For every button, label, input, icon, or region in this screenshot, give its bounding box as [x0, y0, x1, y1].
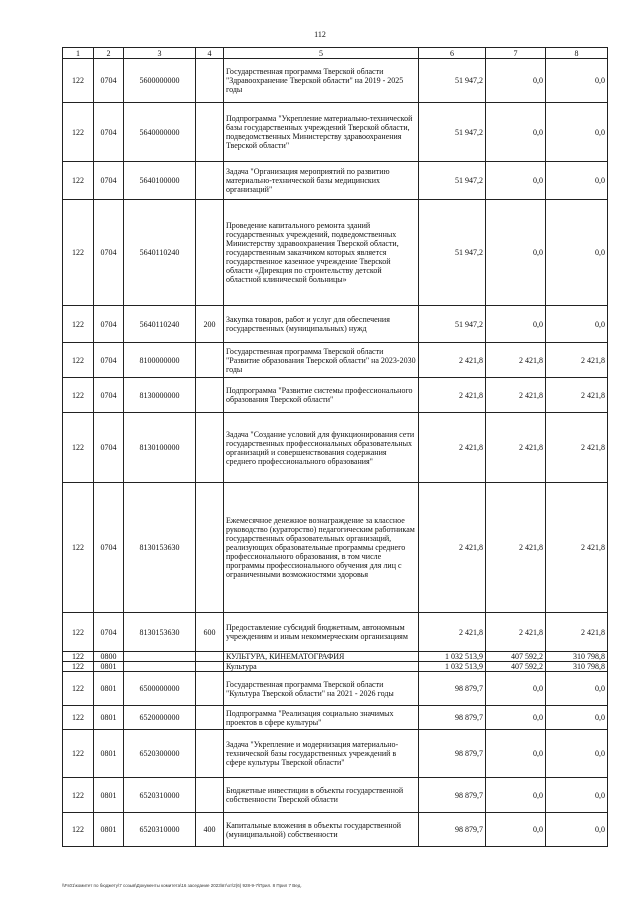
amount-year2-cell: 2 421,8	[486, 343, 546, 378]
description-cell: Государственная программа Тверской области "Здравоохранение Тверской области" на 2019 - 2025 годы	[224, 59, 419, 103]
admin-code-cell: 122	[63, 103, 94, 162]
admin-code-cell: 122	[63, 652, 94, 662]
description-cell: Задача "Создание условий для функционирования сети государственных профессиональных образовательных организаций и совершенствования содержания среднего профессионального образования"	[224, 413, 419, 483]
column-header: 8	[546, 48, 608, 59]
amount-year1-cell: 2 421,8	[419, 483, 486, 613]
budget-table	[62, 47, 608, 847]
admin-code-cell: 122	[63, 162, 94, 200]
table-row	[63, 343, 608, 378]
admin-code-cell: 122	[63, 200, 94, 306]
amount-year1-cell: 98 879,7	[419, 730, 486, 778]
column-header: 7	[486, 48, 546, 59]
section-code-cell: 0704	[94, 306, 124, 343]
section-code-cell: 0704	[94, 103, 124, 162]
expense-type-cell	[196, 652, 224, 662]
description-cell: Предоставление субсидий бюджетным, автономным учреждениям и иным некоммерческим организациям	[224, 613, 419, 652]
admin-code-cell: 122	[63, 662, 94, 672]
amount-year2-cell: 0,0	[486, 200, 546, 306]
section-code-cell: 0704	[94, 483, 124, 613]
section-code-cell: 0800	[94, 652, 124, 662]
expense-type-cell	[196, 378, 224, 413]
section-code-cell: 0704	[94, 343, 124, 378]
amount-year1-cell: 2 421,8	[419, 413, 486, 483]
amount-year1-cell: 98 879,7	[419, 778, 486, 813]
expense-type-cell: 600	[196, 613, 224, 652]
amount-year3-cell: 0,0	[546, 200, 608, 306]
amount-year2-cell: 0,0	[486, 730, 546, 778]
description-cell: Закупка товаров, работ и услуг для обеспечения государственных (муниципальных) нужд	[224, 306, 419, 343]
amount-year3-cell: 310 798,8	[546, 652, 608, 662]
amount-year3-cell: 0,0	[546, 706, 608, 730]
amount-year1-cell: 1 032 513,9	[419, 662, 486, 672]
expense-type-cell	[196, 662, 224, 672]
admin-code-cell: 122	[63, 343, 94, 378]
target-article-cell: 8130100000	[124, 413, 196, 483]
section-code-cell: 0801	[94, 730, 124, 778]
amount-year3-cell: 2 421,8	[546, 613, 608, 652]
target-article-cell: 5640110240	[124, 200, 196, 306]
target-article-cell: 8130153630	[124, 613, 196, 652]
section-code-cell: 0704	[94, 378, 124, 413]
expense-type-cell	[196, 200, 224, 306]
amount-year1-cell: 51 947,2	[419, 59, 486, 103]
expense-type-cell: 200	[196, 306, 224, 343]
table-row	[63, 162, 608, 200]
target-article-cell: 6520300000	[124, 730, 196, 778]
table-row	[63, 613, 608, 652]
admin-code-cell: 122	[63, 483, 94, 613]
section-code-cell: 0801	[94, 706, 124, 730]
amount-year2-cell: 407 592,2	[486, 662, 546, 672]
amount-year1-cell: 51 947,2	[419, 200, 486, 306]
table-row	[63, 378, 608, 413]
table-body	[63, 59, 608, 847]
target-article-cell: 8100000000	[124, 343, 196, 378]
amount-year2-cell: 2 421,8	[486, 378, 546, 413]
table-row	[63, 483, 608, 613]
expense-type-cell	[196, 59, 224, 103]
column-header: 6	[419, 48, 486, 59]
amount-year3-cell: 0,0	[546, 730, 608, 778]
target-article-cell: 6520310000	[124, 778, 196, 813]
expense-type-cell	[196, 706, 224, 730]
description-cell: Ежемесячное денежное вознаграждение за классное руководство (кураторство) педагогическим работникам государственных образовательных организаций, реализующих образовательные программы среднего профессионального образования, в том числе программы профессионального обучения для лиц с ограниченными возможностями здоровья	[224, 483, 419, 613]
page-number: 112	[314, 30, 326, 39]
description-cell: Государственная программа Тверской области "Развитие образования Тверской области" на 2023-2030 годы	[224, 343, 419, 378]
table-row	[63, 59, 608, 103]
section-code-cell: 0801	[94, 662, 124, 672]
expense-type-cell	[196, 343, 224, 378]
amount-year3-cell: 2 421,8	[546, 413, 608, 483]
target-article-cell: 5640110240	[124, 306, 196, 343]
target-article-cell: 5640100000	[124, 162, 196, 200]
amount-year3-cell: 2 421,8	[546, 378, 608, 413]
expense-type-cell	[196, 103, 224, 162]
amount-year2-cell: 407 592,2	[486, 652, 546, 662]
target-article-cell: 5600000000	[124, 59, 196, 103]
target-article-cell: 8130153630	[124, 483, 196, 613]
admin-code-cell: 122	[63, 813, 94, 847]
table-row	[63, 813, 608, 847]
amount-year3-cell: 2 421,8	[546, 343, 608, 378]
header-row	[63, 48, 608, 59]
section-code-cell: 0801	[94, 672, 124, 706]
amount-year1-cell: 51 947,2	[419, 306, 486, 343]
amount-year1-cell: 51 947,2	[419, 162, 486, 200]
admin-code-cell: 122	[63, 378, 94, 413]
admin-code-cell: 122	[63, 306, 94, 343]
description-cell: Подпрограмма "Развитие системы профессионального образования Тверской области"	[224, 378, 419, 413]
amount-year3-cell: 0,0	[546, 672, 608, 706]
amount-year1-cell: 98 879,7	[419, 672, 486, 706]
target-article-cell: 6500000000	[124, 672, 196, 706]
section-code-cell: 0704	[94, 413, 124, 483]
expense-type-cell	[196, 778, 224, 813]
amount-year2-cell: 0,0	[486, 59, 546, 103]
section-code-cell: 0801	[94, 778, 124, 813]
amount-year3-cell: 0,0	[546, 813, 608, 847]
table-row	[63, 306, 608, 343]
target-article-cell	[124, 662, 196, 672]
table-row	[63, 730, 608, 778]
description-cell: Задача "Укрепление и модернизация материально-технической базы государственных учреждений в сфере культуры Тверской области"	[224, 730, 419, 778]
section-code-cell: 0704	[94, 162, 124, 200]
amount-year1-cell: 2 421,8	[419, 613, 486, 652]
section-code-cell: 0704	[94, 200, 124, 306]
target-article-cell	[124, 652, 196, 662]
section-code-cell: 0801	[94, 813, 124, 847]
admin-code-cell: 122	[63, 778, 94, 813]
table-row	[63, 672, 608, 706]
column-header: 2	[94, 48, 124, 59]
amount-year3-cell: 0,0	[546, 59, 608, 103]
expense-type-cell: 400	[196, 813, 224, 847]
amount-year1-cell: 98 879,7	[419, 706, 486, 730]
admin-code-cell: 122	[63, 730, 94, 778]
amount-year3-cell: 2 421,8	[546, 483, 608, 613]
amount-year2-cell: 2 421,8	[486, 613, 546, 652]
description-cell: Задача "Организация мероприятий по развитию материально-технической базы медицинских организаций"	[224, 162, 419, 200]
column-header: 1	[63, 48, 94, 59]
target-article-cell: 6520000000	[124, 706, 196, 730]
description-cell: Государственная программа Тверской области "Культура Тверской области" на 2021 - 2026 годы	[224, 672, 419, 706]
amount-year3-cell: 0,0	[546, 162, 608, 200]
table-row	[63, 103, 608, 162]
expense-type-cell	[196, 413, 224, 483]
amount-year3-cell: 0,0	[546, 306, 608, 343]
column-header: 5	[224, 48, 419, 59]
table-row	[63, 662, 608, 672]
description-cell: КУЛЬТУРА, КИНЕМАТОГРАФИЯ	[224, 652, 419, 662]
amount-year2-cell: 0,0	[486, 813, 546, 847]
amount-year3-cell: 0,0	[546, 778, 608, 813]
amount-year2-cell: 0,0	[486, 672, 546, 706]
target-article-cell: 8130000000	[124, 378, 196, 413]
admin-code-cell: 122	[63, 672, 94, 706]
amount-year1-cell: 2 421,8	[419, 378, 486, 413]
amount-year2-cell: 2 421,8	[486, 413, 546, 483]
admin-code-cell: 122	[63, 706, 94, 730]
amount-year1-cell: 1 032 513,9	[419, 652, 486, 662]
table-row	[63, 200, 608, 306]
table-row	[63, 778, 608, 813]
expense-type-cell	[196, 162, 224, 200]
target-article-cell: 6520310000	[124, 813, 196, 847]
description-cell: Бюджетные инвестиции в объекты государственной собственности Тверской области	[224, 778, 419, 813]
description-cell: Подпрограмма "Реализация социально значимых проектов в сфере культуры"	[224, 706, 419, 730]
section-code-cell: 0704	[94, 613, 124, 652]
expense-type-cell	[196, 730, 224, 778]
column-header: 3	[124, 48, 196, 59]
description-cell: Капитальные вложения в объекты государственной (муниципальной) собственности	[224, 813, 419, 847]
amount-year2-cell: 0,0	[486, 162, 546, 200]
amount-year3-cell: 310 798,8	[546, 662, 608, 672]
admin-code-cell: 122	[63, 413, 94, 483]
description-cell: Подпрограмма "Укрепление материально-технической базы государственных учреждений Тверской области, подведомственных Министерству здравоохранения Тверской области"	[224, 103, 419, 162]
expense-type-cell	[196, 672, 224, 706]
table-row	[63, 706, 608, 730]
amount-year2-cell: 0,0	[486, 306, 546, 343]
amount-year2-cell: 0,0	[486, 778, 546, 813]
amount-year2-cell: 2 421,8	[486, 483, 546, 613]
amount-year3-cell: 0,0	[546, 103, 608, 162]
table-row	[63, 652, 608, 662]
amount-year2-cell: 0,0	[486, 103, 546, 162]
amount-year1-cell: 2 421,8	[419, 343, 486, 378]
amount-year1-cell: 51 947,2	[419, 103, 486, 162]
description-cell: Культура	[224, 662, 419, 672]
target-article-cell: 5640000000	[124, 103, 196, 162]
admin-code-cell: 122	[63, 613, 94, 652]
table-row	[63, 413, 608, 483]
section-code-cell: 0704	[94, 59, 124, 103]
column-header: 4	[196, 48, 224, 59]
amount-year1-cell: 98 879,7	[419, 813, 486, 847]
admin-code-cell: 122	[63, 59, 94, 103]
footer-file-path: \\Fs01\комитет по бюджету\7 созыв\Документы комитета\16 заседание 2023\вт\от\2(6) 928-9-7\Прил. 8 Прил 7 Вед.	[62, 883, 302, 888]
description-cell: Проведение капитального ремонта зданий государственных учреждений, подведомственных Министерству здравоохранения Тверской области, государственным заказчиком которых является государственное казенное учреждение Тверской области «Дирекция по строительству детской областной клинической больницы»	[224, 200, 419, 306]
amount-year2-cell: 0,0	[486, 706, 546, 730]
expense-type-cell	[196, 483, 224, 613]
